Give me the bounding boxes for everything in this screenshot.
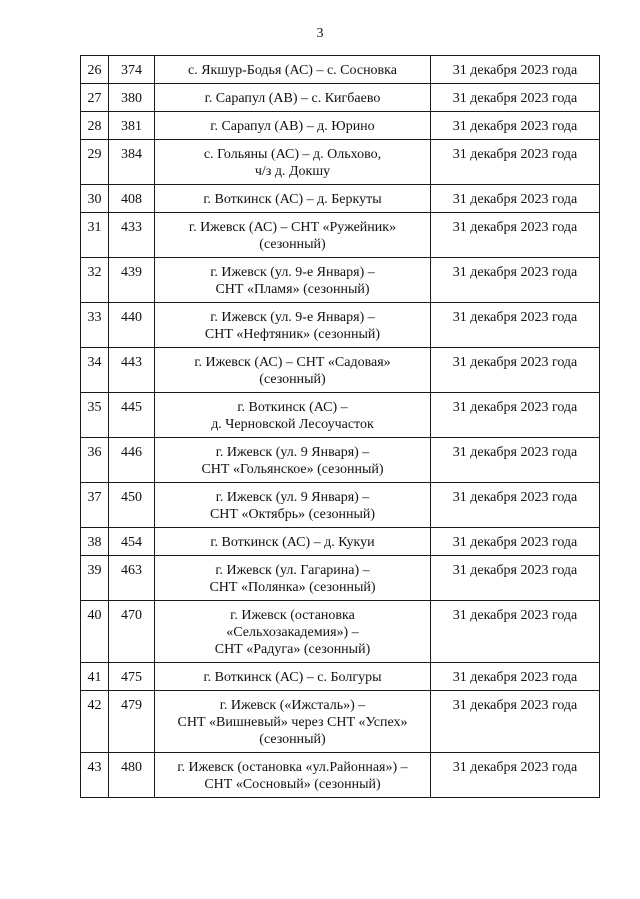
table-row	[81, 303, 600, 348]
route-path-line: СНТ «Пламя» (сезонный)	[215, 282, 370, 297]
route-number-cell: 470	[109, 601, 155, 663]
route-number-cell: 408	[109, 185, 155, 213]
route-path-cell	[155, 112, 431, 140]
end-date-cell: 31 декабря 2023 года	[431, 84, 600, 112]
row-number-cell: 41	[81, 663, 109, 691]
row-number-cell: 33	[81, 303, 109, 348]
route-number-cell: 445	[109, 393, 155, 438]
route-path-line: с. Якшур-Бодья (АС) – с. Сосновка	[188, 63, 397, 78]
route-number-cell: 440	[109, 303, 155, 348]
end-date-cell: 31 декабря 2023 года	[431, 601, 600, 663]
row-number-cell: 28	[81, 112, 109, 140]
route-path-line: д. Черновской Лесоучасток	[211, 417, 374, 432]
end-date-cell: 31 декабря 2023 года	[431, 393, 600, 438]
route-number-cell: 479	[109, 691, 155, 753]
route-path-line: (сезонный)	[259, 732, 326, 747]
route-path-line: г. Ижевск (ул. 9 Января) –	[215, 490, 370, 505]
end-date-cell: 31 декабря 2023 года	[431, 348, 600, 393]
route-number-cell: 443	[109, 348, 155, 393]
end-date-cell: 31 декабря 2023 года	[431, 691, 600, 753]
route-number-cell: 463	[109, 556, 155, 601]
end-date-cell: 31 декабря 2023 года	[431, 213, 600, 258]
table-row	[81, 348, 600, 393]
route-path-line: ч/з д. Докшу	[254, 164, 331, 179]
route-path-line: г. Ижевск (АС) – СНТ «Садовая»	[194, 355, 391, 370]
end-date-cell: 31 декабря 2023 года	[431, 438, 600, 483]
route-path-cell	[155, 185, 431, 213]
route-path-line: СНТ «Нефтяник» (сезонный)	[204, 327, 381, 342]
route-path-line: г. Ижевск (ул. 9 Января) –	[215, 445, 370, 460]
route-path-cell	[155, 601, 431, 663]
route-path-line: СНТ «Гольянское» (сезонный)	[201, 462, 384, 477]
row-number-cell: 40	[81, 601, 109, 663]
routes-table	[80, 55, 600, 798]
route-path-cell	[155, 84, 431, 112]
route-number-cell: 450	[109, 483, 155, 528]
row-number-cell: 36	[81, 438, 109, 483]
route-path-line: г. Ижевск (ул. 9-е Января) –	[210, 265, 375, 280]
route-path-cell	[155, 393, 431, 438]
route-path-line: г. Сарапул (АВ) – д. Юрино	[210, 119, 375, 134]
routes-table-body	[81, 56, 600, 798]
end-date-cell: 31 декабря 2023 года	[431, 556, 600, 601]
table-row	[81, 483, 600, 528]
end-date-cell: 31 декабря 2023 года	[431, 663, 600, 691]
route-path-cell	[155, 483, 431, 528]
end-date-cell: 31 декабря 2023 года	[431, 258, 600, 303]
route-path-cell	[155, 213, 431, 258]
row-number-cell: 43	[81, 753, 109, 798]
route-path-line: г. Ижевск (АС) – СНТ «Ружейник»	[188, 220, 397, 235]
end-date-cell: 31 декабря 2023 года	[431, 112, 600, 140]
route-number-cell: 380	[109, 84, 155, 112]
row-number-cell: 38	[81, 528, 109, 556]
route-path-line: г. Ижевск (ул. 9-е Января) –	[210, 310, 375, 325]
route-number-cell: 374	[109, 56, 155, 84]
table-row	[81, 393, 600, 438]
route-path-line: СНТ «Сосновый» (сезонный)	[204, 777, 381, 792]
table-row	[81, 663, 600, 691]
row-number-cell: 37	[81, 483, 109, 528]
table-row	[81, 56, 600, 84]
table-row	[81, 556, 600, 601]
route-path-line: г. Ижевск (ул. Гагарина) –	[215, 563, 370, 578]
table-row	[81, 213, 600, 258]
row-number-cell: 39	[81, 556, 109, 601]
route-path-line: СНТ «Полянка» (сезонный)	[209, 580, 376, 595]
table-row	[81, 438, 600, 483]
page-number: 3	[316, 26, 324, 41]
route-path-line: СНТ «Октябрь» (сезонный)	[209, 507, 376, 522]
route-number-cell: 433	[109, 213, 155, 258]
table-row	[81, 84, 600, 112]
route-path-line: г. Воткинск (АС) – д. Беркуты	[203, 192, 382, 207]
route-number-cell: 439	[109, 258, 155, 303]
route-path-line: (сезонный)	[259, 237, 326, 252]
route-path-cell	[155, 56, 431, 84]
route-path-line: (сезонный)	[259, 372, 326, 387]
end-date-cell: 31 декабря 2023 года	[431, 303, 600, 348]
end-date-cell: 31 декабря 2023 года	[431, 483, 600, 528]
route-path-line: г. Сарапул (АВ) – с. Кигбаево	[204, 91, 381, 106]
route-path-cell	[155, 258, 431, 303]
route-path-cell	[155, 691, 431, 753]
route-path-cell	[155, 348, 431, 393]
route-path-line: г. Воткинск (АС) – д. Кукуи	[210, 535, 375, 550]
route-number-cell: 454	[109, 528, 155, 556]
row-number-cell: 34	[81, 348, 109, 393]
row-number-cell: 26	[81, 56, 109, 84]
route-path-cell	[155, 438, 431, 483]
route-number-cell: 446	[109, 438, 155, 483]
row-number-cell: 42	[81, 691, 109, 753]
end-date-cell: 31 декабря 2023 года	[431, 528, 600, 556]
end-date-cell: 31 декабря 2023 года	[431, 56, 600, 84]
route-number-cell: 384	[109, 140, 155, 185]
route-path-cell	[155, 528, 431, 556]
table-row	[81, 140, 600, 185]
row-number-cell: 27	[81, 84, 109, 112]
row-number-cell: 29	[81, 140, 109, 185]
table-row	[81, 753, 600, 798]
route-path-cell	[155, 556, 431, 601]
row-number-cell: 30	[81, 185, 109, 213]
table-row	[81, 528, 600, 556]
route-path-line: г. Ижевск (остановка «ул.Районная») –	[177, 760, 408, 775]
table-row	[81, 185, 600, 213]
table-row	[81, 112, 600, 140]
route-path-line: г. Воткинск (АС) – с. Болгуры	[203, 670, 382, 685]
row-number-cell: 31	[81, 213, 109, 258]
route-path-line: с. Гольяны (АС) – д. Ольхово,	[203, 147, 382, 162]
route-number-cell: 480	[109, 753, 155, 798]
end-date-cell: 31 декабря 2023 года	[431, 185, 600, 213]
route-path-line: г. Ижевск (остановка	[230, 608, 355, 623]
route-number-cell: 381	[109, 112, 155, 140]
row-number-cell: 32	[81, 258, 109, 303]
route-path-line: СНТ «Вишневый» через СНТ «Успех»	[177, 715, 408, 730]
row-number-cell: 35	[81, 393, 109, 438]
table-row	[81, 691, 600, 753]
end-date-cell: 31 декабря 2023 года	[431, 140, 600, 185]
route-number-cell: 475	[109, 663, 155, 691]
route-path-cell	[155, 753, 431, 798]
route-path-line: «Сельхозакадемия») –	[226, 625, 359, 640]
route-path-line: г. Воткинск (АС) –	[237, 400, 348, 415]
route-path-line: г. Ижевск («Ижсталь») –	[219, 698, 366, 713]
route-path-cell	[155, 140, 431, 185]
route-path-line: СНТ «Радуга» (сезонный)	[214, 642, 371, 657]
route-path-cell	[155, 303, 431, 348]
table-row	[81, 258, 600, 303]
end-date-cell: 31 декабря 2023 года	[431, 753, 600, 798]
table-row	[81, 601, 600, 663]
route-path-cell	[155, 663, 431, 691]
